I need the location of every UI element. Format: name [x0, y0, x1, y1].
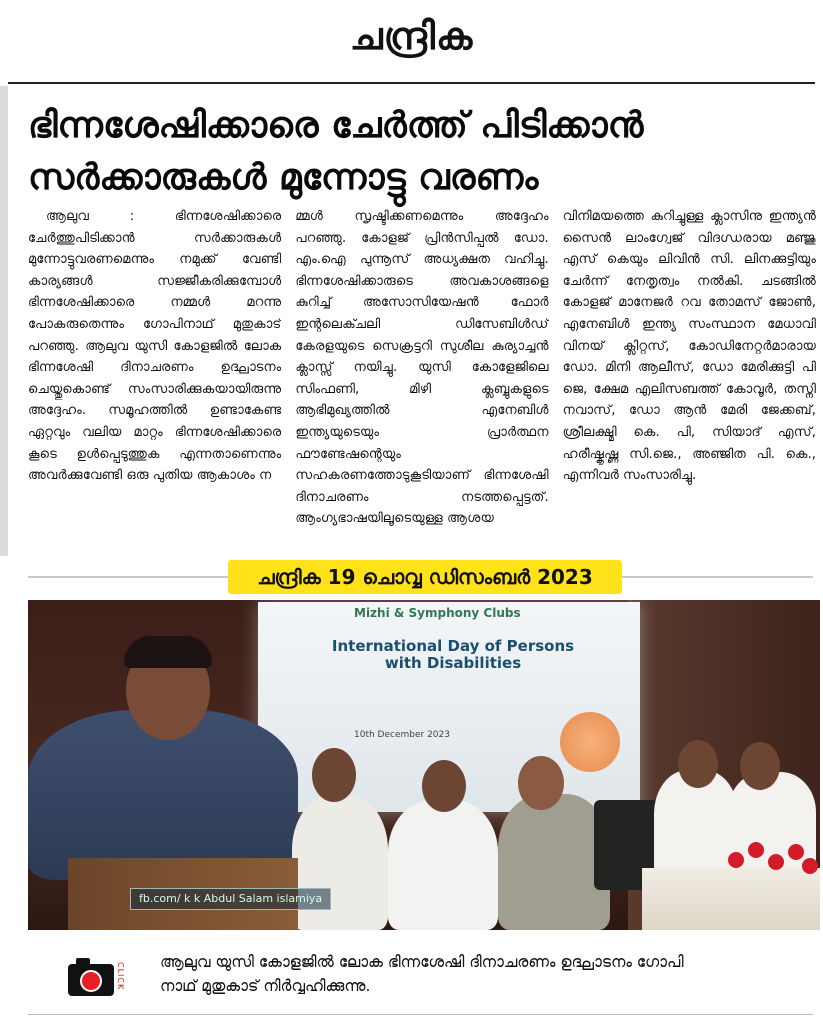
flower-bouquet [718, 838, 818, 878]
masthead [0, 0, 823, 80]
screen-portrait [560, 712, 620, 772]
guest-head [740, 742, 780, 790]
event-photo [28, 600, 820, 930]
guest-head [422, 760, 466, 812]
photo-watermark: fb.com/ k k Abdul Salam islamiya [130, 888, 331, 910]
headline-line-1: ഭിന്നശേഷിക്കാരെ ചേർത്ത് പിടിക്കാൻ [28, 105, 644, 146]
caption-line-1: ആലുവ യുസി കോളജിൽ ലോക ഭിന്നശേഷി ദിനാചരണം ഉദ്ഘാടനം ഗോപി [160, 953, 684, 971]
photo-caption [160, 950, 820, 998]
screen-title-text: International Day of Persons with Disabilities [331, 637, 575, 672]
left-margin-strip [0, 86, 8, 556]
guest-body [388, 800, 498, 930]
masthead-rule [8, 82, 815, 84]
screen-date-text: 10th December 2023 [354, 730, 450, 740]
newspaper-name: ചന്ദ്രിക [349, 14, 474, 58]
caption-line-2: നാഥ് മുതുകാട് നിർവ്വഹിക്കുന്നു. [160, 977, 371, 995]
headline [28, 100, 808, 204]
guest-head [678, 740, 718, 788]
speaker-hair [124, 636, 212, 668]
guest-head [518, 756, 564, 810]
camera-icon-label: CLICK [116, 962, 125, 991]
headline-line-2: സർക്കാരുകൾ മുന്നോട്ടു വരണം [28, 157, 539, 198]
article-column-3: വിനിമയത്തെ കുറിച്ചുള്ള ക്ലാസിനു ഇന്ത്യൻ സൈൻ ലാംഗ്വേജ് വിദഗ്ധരായ മഞ്ജു എസ് കെയും ലിവിൻ സി. ലിനക്കുട്ടിയും ചേർന്ന് നേതൃത്വം നൽകി. ചടങ്ങിൽ കോളജ് മാനേജർ റവ തോമസ് ജോൺ, എനേബിൾ ഇന്ത്യ സംസ്ഥാന മേധാവി വിനയ് ക്ലിറ്റസ്, കോഡിനേറ്റർമാരായ ഡോ. മിനി ആലീസ്, ഡോ മേരിക്കുട്ടി പി ജെ, ക്ഷേമ എലിസബത്ത് കോവൂർ, തസ്നി നവാസ്, ഡോ ആൻ മേരി ജേക്കബ്, ശ്രീലക്ഷ്മി കെ. പി, സിയാദ് എസ്, ഹരീഷ്കൃഷ്ണ സി.ജെ., അഞ്ജിത പി. കെ., എന്നിവർ സംസാരിച്ചു. [562, 209, 816, 484]
article-body [28, 206, 816, 556]
date-banner: ചന്ദ്രിക 19 ചൊവ്വ ഡിസംബർ 2023 [228, 560, 622, 594]
guest-head [312, 748, 356, 802]
camera-icon [68, 956, 128, 996]
article-column-1: ആലുവ : ഭിന്നശേഷിക്കാരെ ചേർത്തുപിടിക്കാൻ സർക്കാരുകൾ മുന്നോട്ടുവരണമെന്നും നമുക്ക് വേണ്ടി കാര്യങ്ങൾ സജ്ജീകരിക്കുമ്പോൾ ഭിന്നശേഷിക്കാരെ നമ്മൾ മറന്നു പോകരുതെന്നും ഗോപിനാഥ് മുതുകാട് പറഞ്ഞു. ആലുവ യുസി കോളജിൽ ലോക ഭിന്നശേഷി ദിനാചരണം ഉദ്ഘാടനം ചെയ്തുകൊണ്ട് സംസാരിക്കുകയായിരുന്നു അദ്ദേഹം. സമൂഹത്തിൽ ഉണ്ടാകേണ്ട ഏറ്റവും വലിയ മാറ്റം ഭിന്നശേഷിക്കാരെ കൂടെ ഉൾപ്പെടുത്തുക എന്നതാണെന്നും അവർക്കുവേണ്ടി ഒരു പുതിയ ആകാശം ന [28, 209, 282, 484]
article-column-2: മ്മൾ സൃഷ്ടിക്കണമെന്നും അദ്ദേഹം പറഞ്ഞു. കോളജ് പ്രിൻസിപ്പൽ ഡോ. എം.ഐ പുന്നൂസ് അധ്യക്ഷത വഹിച്ചു. ഭിന്നശേഷിക്കാരുടെ അവകാശങ്ങളെ കുറിച്ച് അസോസിയേഷൻ ഫോർ ഇന്റലെക്ചലി ഡിസേബിൾഡ് കേരളയുടെ സെക്രട്ടറി സുശീല കുര്യാച്ചൻ ക്ലാസ്സ് നയിച്ചു. യുസി കോളേജിലെ സിംഫണി, മിഴി ക്ലബ്ബുകളുടെ ആഭിമുഖ്യത്തിൽ എനേബിൾ ഇന്ത്യയുടെയും പ്രാർത്ഥന ഫൗണ്ടേഷന്റെയും സഹകരണത്തോടുകൂടിയാണ് ഭിന്നശേഷി ദിനാചരണം നടത്തപ്പെട്ടത്. ആംഗ്യഭാഷയിലൂടെയുള്ള ആശയ [295, 209, 549, 527]
screen-club-text: Mizhi & Symphony Clubs [354, 606, 521, 620]
bottom-rule [28, 1014, 813, 1015]
